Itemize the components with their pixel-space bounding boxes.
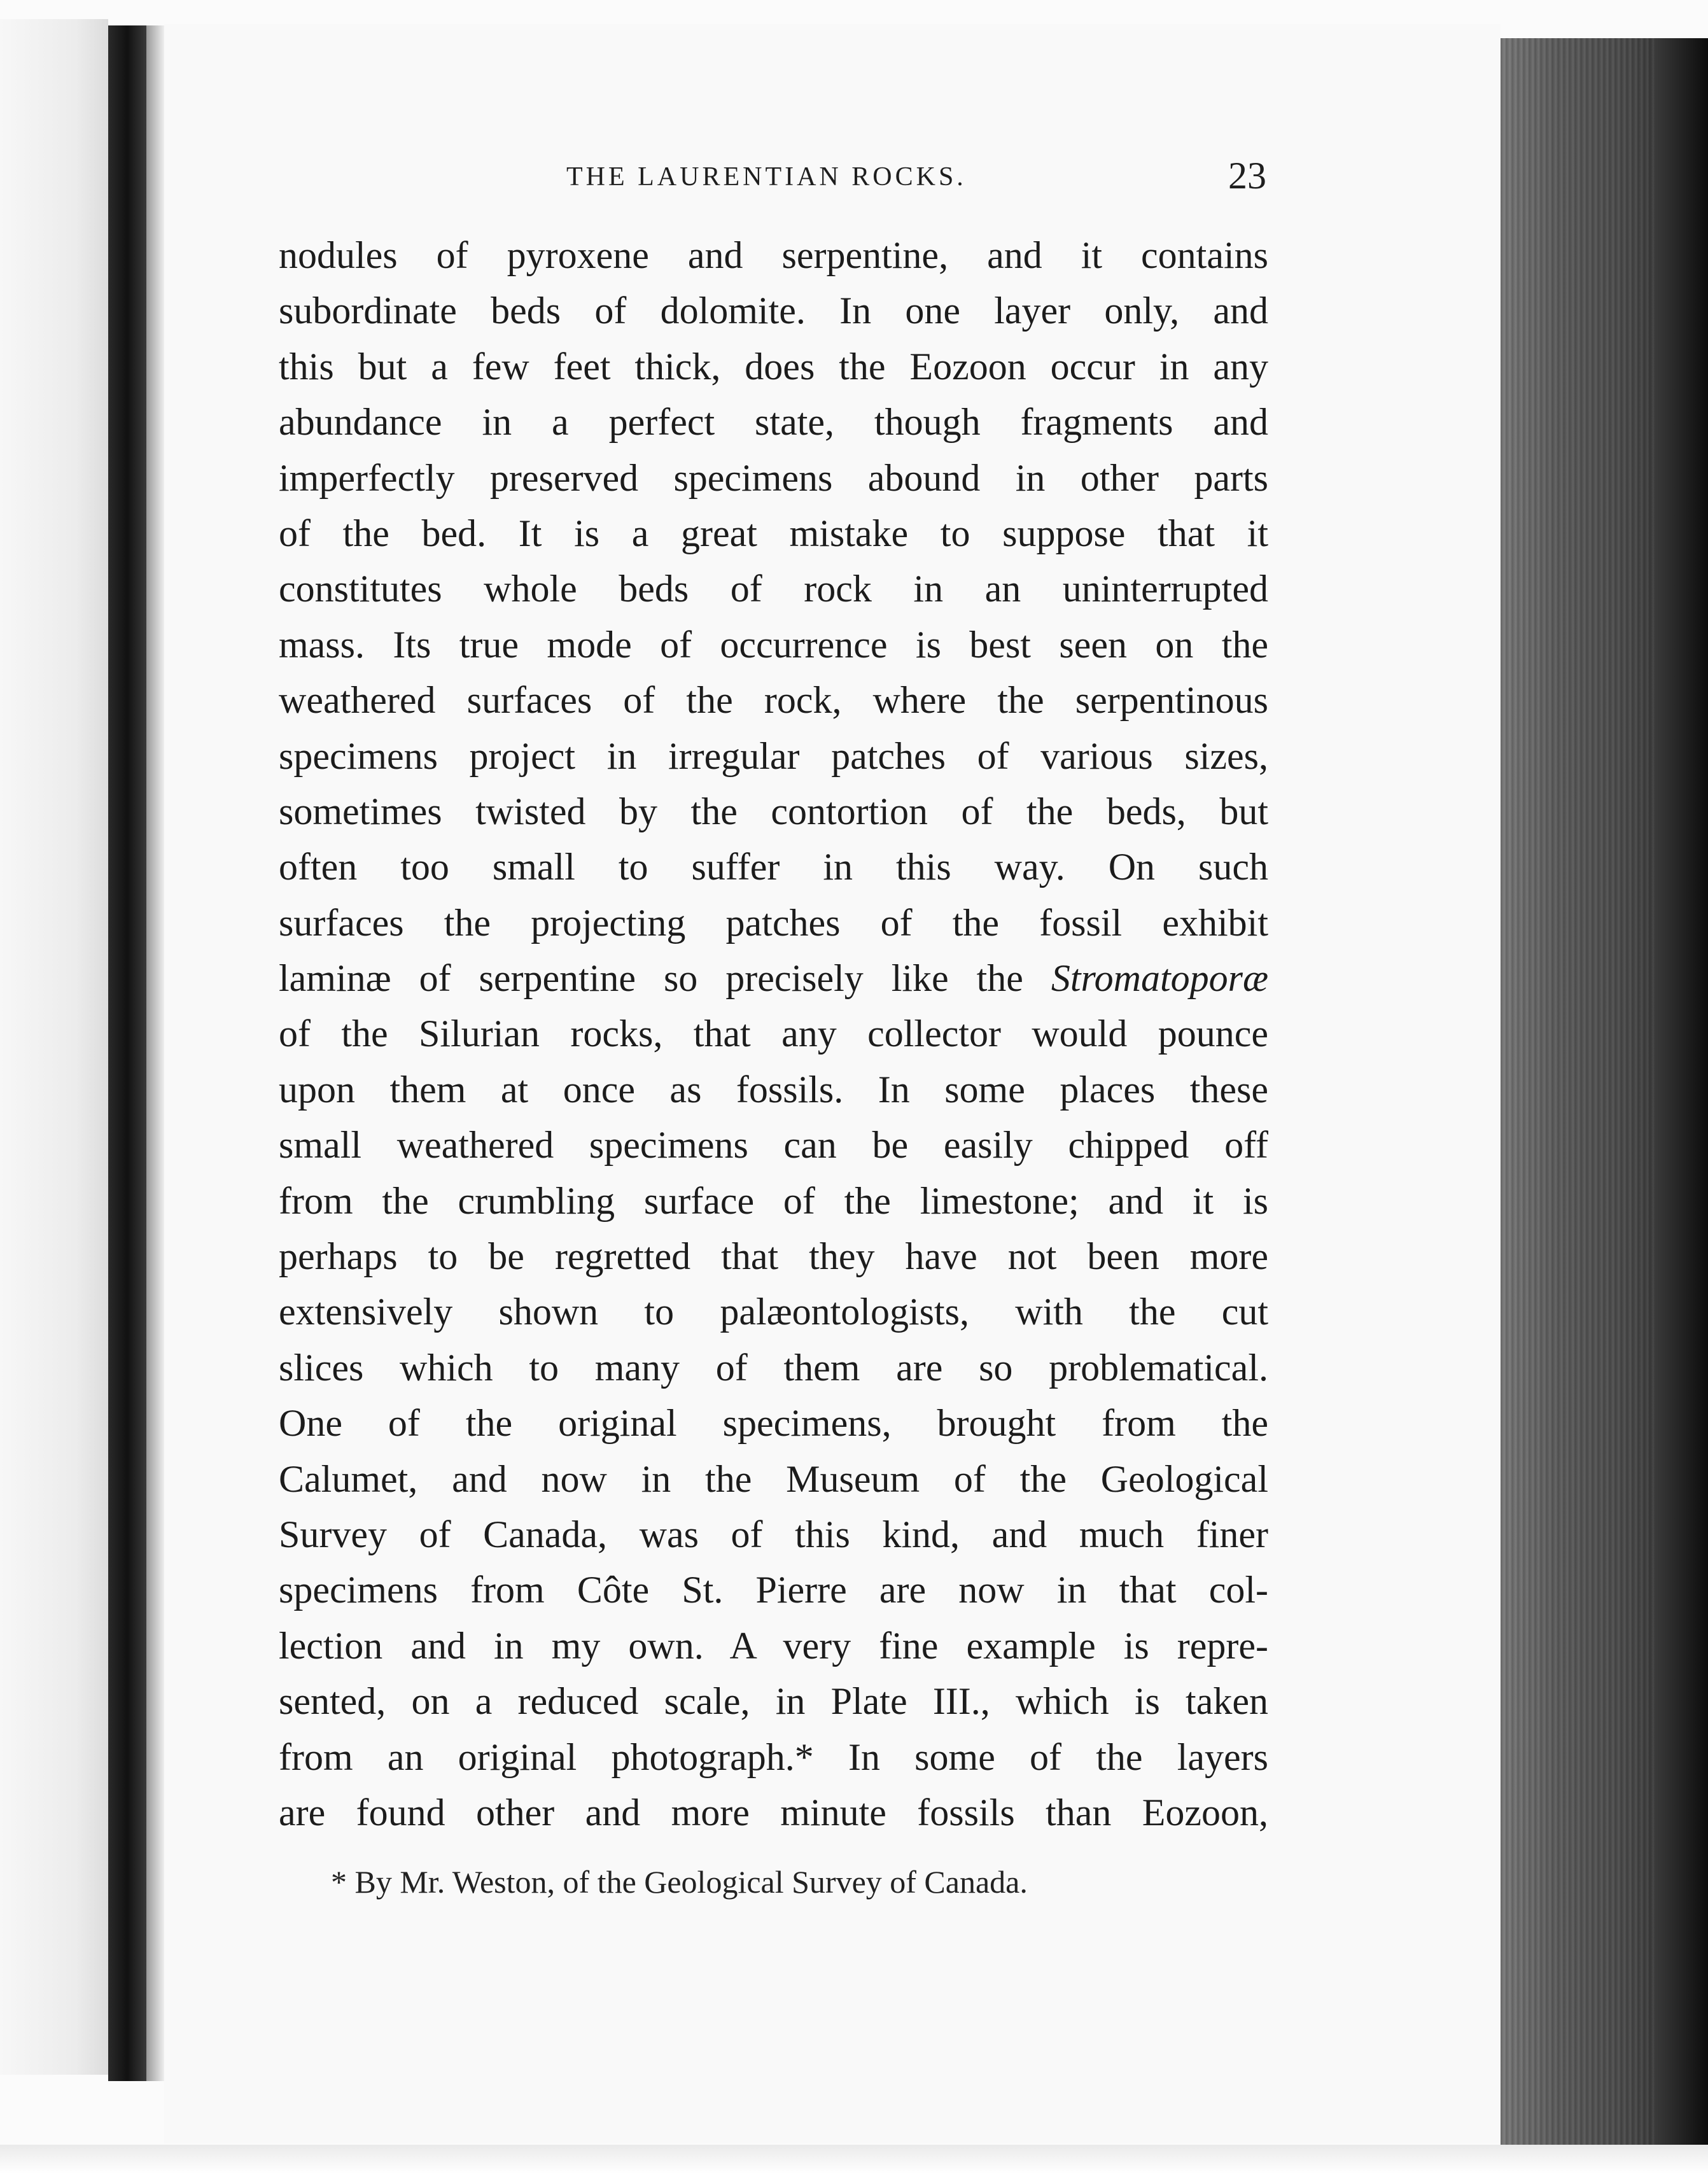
text-line: specimens project in irregular patches of various sizes, xyxy=(279,734,1268,777)
text-line: subordinate beds of dolomite. In one layer only, and xyxy=(279,290,1268,332)
text-line: of the Silurian rocks, that any collector would pounce xyxy=(279,1013,1268,1055)
page-number: 23 xyxy=(1228,155,1266,197)
body-text xyxy=(279,228,1268,1841)
previous-page-edge xyxy=(0,19,108,2075)
text-line: Survey of Canada, was of this kind, and much finer xyxy=(279,1513,1268,1555)
running-title: THE LAURENTIAN ROCKS. xyxy=(566,162,967,192)
text-line: abundance in a perfect state, though fragments and xyxy=(279,401,1268,444)
text-line: sometimes twisted by the contortion of the beds, but xyxy=(279,790,1268,832)
text-line: of the bed. It is a great mistake to suppose that it xyxy=(279,512,1268,554)
text-line: often too small to suffer in this way. On such xyxy=(279,846,1268,888)
text-line: small weathered specimens can be easily chipped off xyxy=(279,1124,1268,1167)
text-line: this but a few feet thick, does the Eozoon occur in any xyxy=(279,345,1268,388)
text-line: imperfectly preserved specimens abound in other parts xyxy=(279,456,1268,499)
text-line: from an original photograph.* In some of the layers xyxy=(279,1736,1268,1778)
running-head xyxy=(280,155,1266,202)
text-line: from the crumbling surface of the limestone; and it is xyxy=(279,1179,1268,1222)
text-line: mass. Its true mode of occurrence is best seen on the xyxy=(279,623,1268,666)
book-fore-edge-shadow xyxy=(1655,38,1708,2157)
text-line: surfaces the projecting patches of the fossil exhibit xyxy=(279,901,1268,944)
text-line: slices which to many of them are so problematical. xyxy=(279,1346,1268,1389)
text-line: One of the original specimens, brought from the xyxy=(279,1402,1268,1445)
footnote: * By Mr. Weston, of the Geological Survey of Canada. xyxy=(331,1864,1028,1900)
text-line-italic-term: laminæ of serpentine so precisely like the Stromatoporæ xyxy=(279,957,1268,1000)
text-line: weathered surfaces of the rock, where the serpentinous xyxy=(279,679,1268,722)
text-line: specimens from Côte St. Pierre are now in that col- xyxy=(279,1569,1268,1611)
book-gutter xyxy=(108,25,146,2081)
text-line: extensively shown to palæontologists, with the cut xyxy=(279,1291,1268,1333)
text-line: sented, on a reduced scale, in Plate III., which is taken xyxy=(279,1680,1268,1723)
text-line: constitutes whole beds of rock in an uninterrupted xyxy=(279,568,1268,610)
text-line: Calumet, and now in the Museum of the Geological xyxy=(279,1457,1268,1500)
text-line: lection and in my own. A very fine example is repre- xyxy=(279,1624,1268,1667)
gutter-shadow xyxy=(146,25,165,2081)
bottom-margin xyxy=(0,2145,1708,2174)
text-line: perhaps to be regretted that they have not been more xyxy=(279,1235,1268,1278)
text-line: are found other and more minute fossils than Eozoon, xyxy=(279,1791,1268,1834)
text-line: nodules of pyroxene and serpentine, and it contains xyxy=(279,234,1268,276)
text-line: upon them at once as fossils. In some places these xyxy=(279,1068,1268,1111)
